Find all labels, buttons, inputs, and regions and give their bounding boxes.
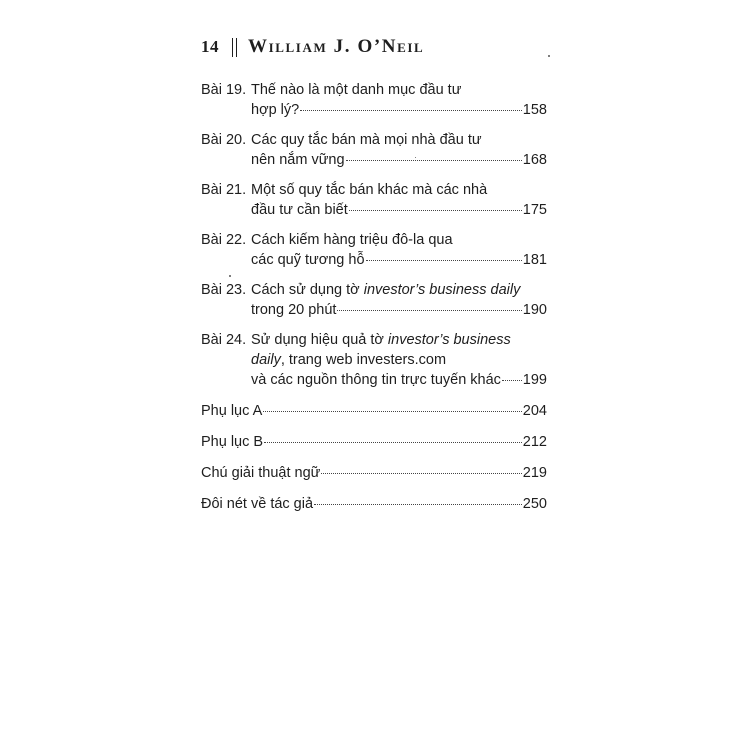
- title-last-line: [251, 150, 547, 170]
- lesson-label: Bài 24.: [201, 332, 247, 348]
- appendix-title: Đôi nét về tác giả: [201, 496, 314, 512]
- title-text: Cách sử dụng tờ: [251, 282, 364, 298]
- title-last-line: [201, 463, 547, 483]
- title-last-line: [251, 200, 547, 220]
- page-ref: 219: [522, 465, 547, 481]
- title-line: đầu tư cần biết: [251, 202, 348, 218]
- title-last-line: [201, 432, 547, 452]
- title-line: hợp lý?: [251, 102, 300, 118]
- lesson-title: [251, 180, 547, 220]
- lesson-title: [251, 330, 547, 390]
- page-ref: 190: [522, 302, 547, 318]
- title-line: Thế nào là một danh mục đầu tư: [251, 82, 462, 98]
- title-line: nên nắm vững: [251, 152, 345, 168]
- dot-leader: [263, 411, 522, 412]
- double-rule-divider: [232, 38, 237, 57]
- title-last-line: [201, 494, 547, 514]
- page-ref: 158: [522, 102, 547, 118]
- print-speck: [415, 157, 416, 158]
- page-ref: 204: [522, 403, 547, 419]
- dot-leader: [314, 504, 522, 505]
- print-speck: [229, 275, 231, 277]
- dot-leader: [366, 260, 522, 261]
- title-line: Cách kiếm hàng triệu đô-la qua: [251, 232, 453, 248]
- publication-name: investor’s business daily: [363, 282, 521, 298]
- dot-leader: [321, 473, 521, 474]
- lesson-title: [251, 130, 547, 170]
- page-ref: 175: [522, 202, 547, 218]
- page-number: 14: [201, 37, 219, 56]
- dot-leader: [337, 310, 521, 311]
- dot-leader: [349, 210, 522, 211]
- appendix-title: Phụ lục A: [201, 403, 263, 419]
- publication-name: daily: [251, 352, 281, 368]
- dot-leader: [264, 442, 522, 443]
- page-ref: 212: [522, 434, 547, 450]
- appendix-title: Phụ lục B: [201, 434, 264, 450]
- lesson-label: Bài 20.: [201, 132, 247, 148]
- print-speck: [548, 55, 550, 57]
- page-ref: 168: [522, 152, 547, 168]
- title-text: Sử dụng hiệu quả tờ: [251, 332, 388, 348]
- toc-entry-about-author: [201, 494, 547, 514]
- page-ref: 199: [522, 372, 547, 388]
- title-last-line: [251, 250, 547, 270]
- lesson-label: Bài 21.: [201, 182, 247, 198]
- toc-entry-appendix-b: [201, 432, 547, 452]
- toc-entry-lesson-24: [201, 330, 547, 390]
- lesson-label: Bài 22.: [201, 232, 247, 248]
- lesson-label: Bài 23.: [201, 282, 247, 298]
- toc-entry-lesson-20: [201, 130, 547, 170]
- dot-leader: [346, 160, 522, 161]
- title-line: và các nguồn thông tin trực tuyến khác: [251, 372, 501, 388]
- toc-entry-lesson-21: [201, 180, 547, 220]
- toc-entry-lesson-23: [201, 280, 547, 320]
- page-ref: 250: [522, 496, 547, 512]
- title-line: trong 20 phút: [251, 302, 337, 318]
- lesson-label: Bài 19.: [201, 82, 247, 98]
- title-last-line: [251, 100, 547, 120]
- title-last-line: [251, 300, 547, 320]
- title-line: [251, 280, 547, 300]
- title-line: [251, 350, 547, 370]
- title-line: [251, 330, 547, 350]
- lesson-title: [251, 280, 547, 320]
- title-line: Một số quy tắc bán khác mà các nhà: [251, 182, 488, 198]
- title-line: Các quy tắc bán mà mọi nhà đầu tư: [251, 132, 482, 148]
- toc-entry-lesson-22: [201, 230, 547, 270]
- toc-entry-glossary: [201, 463, 547, 483]
- title-last-line: [251, 370, 547, 390]
- running-head: [201, 36, 424, 58]
- appendix-title: Chú giải thuật ngữ: [201, 465, 321, 481]
- author-name: William J. O’Neil: [248, 36, 425, 57]
- toc-entry-lesson-19: [201, 80, 547, 120]
- toc-entry-appendix-a: [201, 401, 547, 421]
- publication-name: investor’s business: [387, 332, 511, 348]
- lesson-title: [251, 80, 547, 120]
- table-of-contents: [201, 80, 547, 514]
- title-last-line: [201, 401, 547, 421]
- page-ref: 181: [522, 252, 547, 268]
- title-line: các quỹ tương hỗ: [251, 252, 365, 268]
- dot-leader: [502, 380, 522, 381]
- title-text: , trang web investers.com: [280, 352, 447, 368]
- dot-leader: [300, 110, 522, 111]
- lesson-title: [251, 230, 547, 270]
